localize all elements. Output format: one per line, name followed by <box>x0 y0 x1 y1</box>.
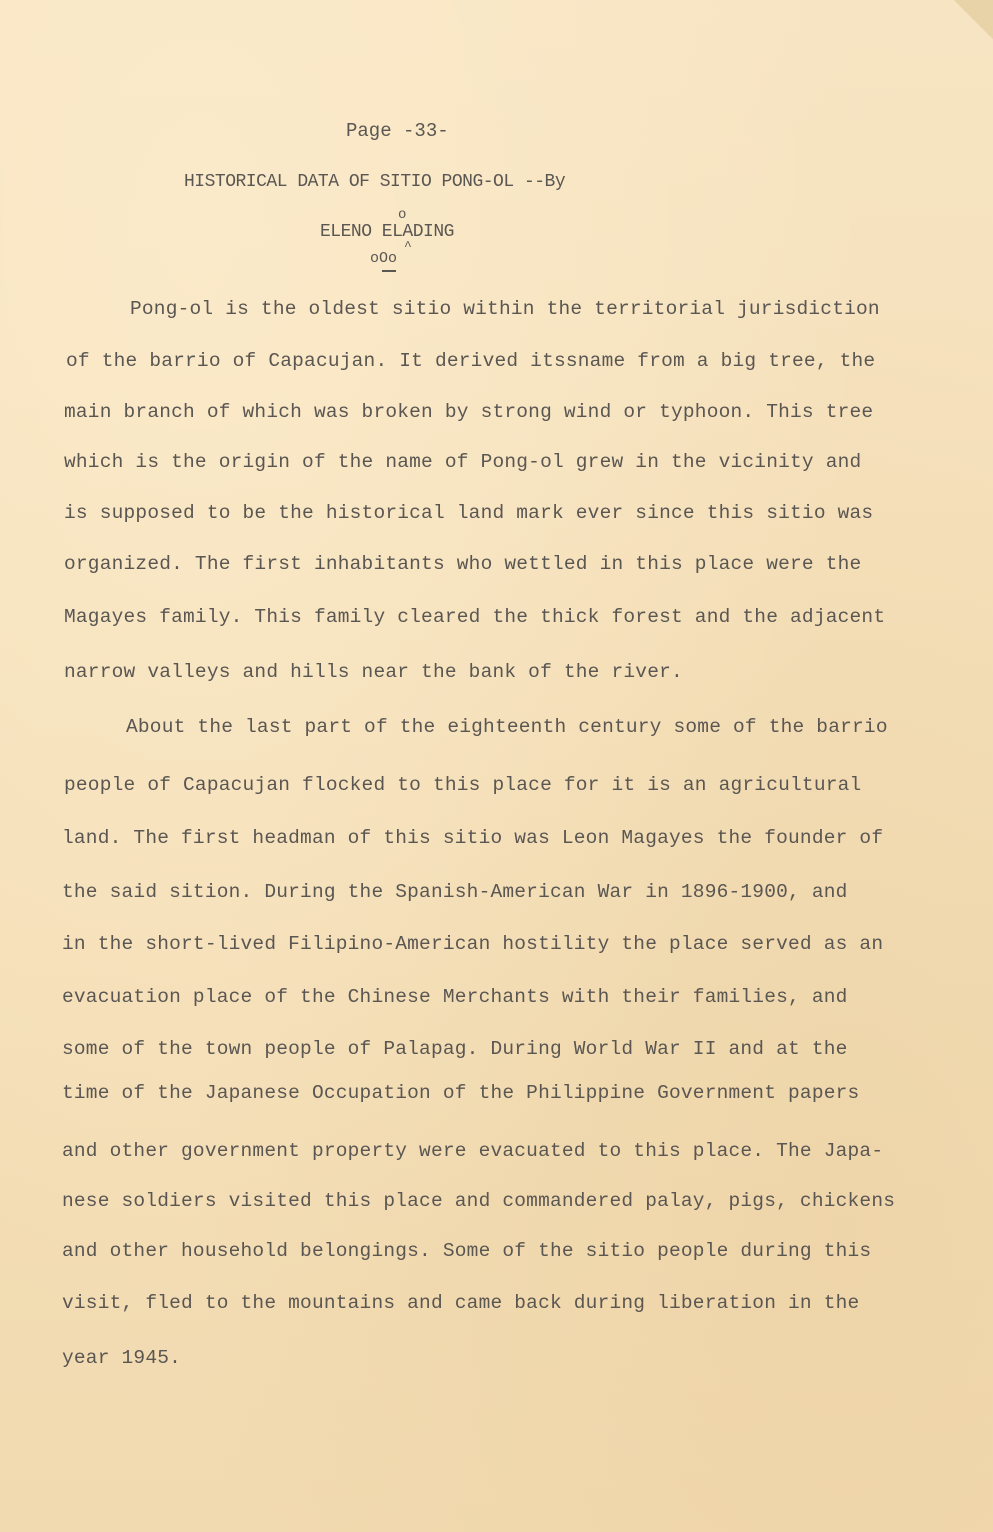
body-line: nese soldiers visited this place and commandered palay, pigs, chickens <box>62 1190 896 1212</box>
body-line: land. The first headman of this sitio was Leon Magayes the founder of <box>62 827 884 849</box>
body-line: some of the town people of Palapag. During World War II and at the <box>62 1038 848 1060</box>
body-line: and other government property were evacuated to this place. The Japa- <box>62 1140 884 1162</box>
body-line: visit, fled to the mountains and came back during liberation in the <box>62 1292 860 1314</box>
body-line: year 1945. <box>62 1347 182 1369</box>
author-name: ELENO ELADING <box>320 222 454 242</box>
body-line: and other household belongings. Some of the sitio people during this <box>62 1240 872 1262</box>
body-line: which is the origin of the name of Pong-ol grew in the vicinity and <box>64 451 862 473</box>
body-line: Magayes family. This family cleared the thick forest and the adjacent <box>64 606 886 628</box>
ornament-underline <box>382 270 396 272</box>
corner-fold <box>953 0 993 40</box>
body-line: the said sition. During the Spanish-American War in 1896-1900, and <box>62 881 848 903</box>
body-line: evacuation place of the Chinese Merchants with their families, and <box>62 986 848 1008</box>
page-number: Page -33- <box>346 120 449 142</box>
body-line: Pong-ol is the oldest sitio within the territorial jurisdiction <box>130 298 880 320</box>
ornament: oOo <box>370 250 398 267</box>
document-title: HISTORICAL DATA OF SITIO PONG-OL --By <box>184 172 566 192</box>
body-line: of the barrio of Capacujan. It derived itssname from a big tree, the <box>66 350 876 372</box>
body-line: narrow valleys and hills near the bank of the river. <box>64 661 683 683</box>
body-line: organized. The first inhabitants who wettled in this place were the <box>64 553 862 575</box>
body-line: About the last part of the eighteenth century some of the barrio <box>126 716 888 738</box>
body-line: people of Capacujan flocked to this place for it is an agricultural <box>64 774 862 796</box>
body-line: main branch of which was broken by strong wind or typhoon. This tree <box>64 401 874 423</box>
body-line: time of the Japanese Occupation of the Philippine Government papers <box>62 1082 860 1104</box>
correction-mark: o <box>398 207 407 223</box>
body-line: in the short-lived Filipino-American hostility the place served as an <box>62 933 884 955</box>
caret-mark: ^ <box>404 239 412 254</box>
body-line: is supposed to be the historical land mark ever since this sitio was <box>64 502 874 524</box>
